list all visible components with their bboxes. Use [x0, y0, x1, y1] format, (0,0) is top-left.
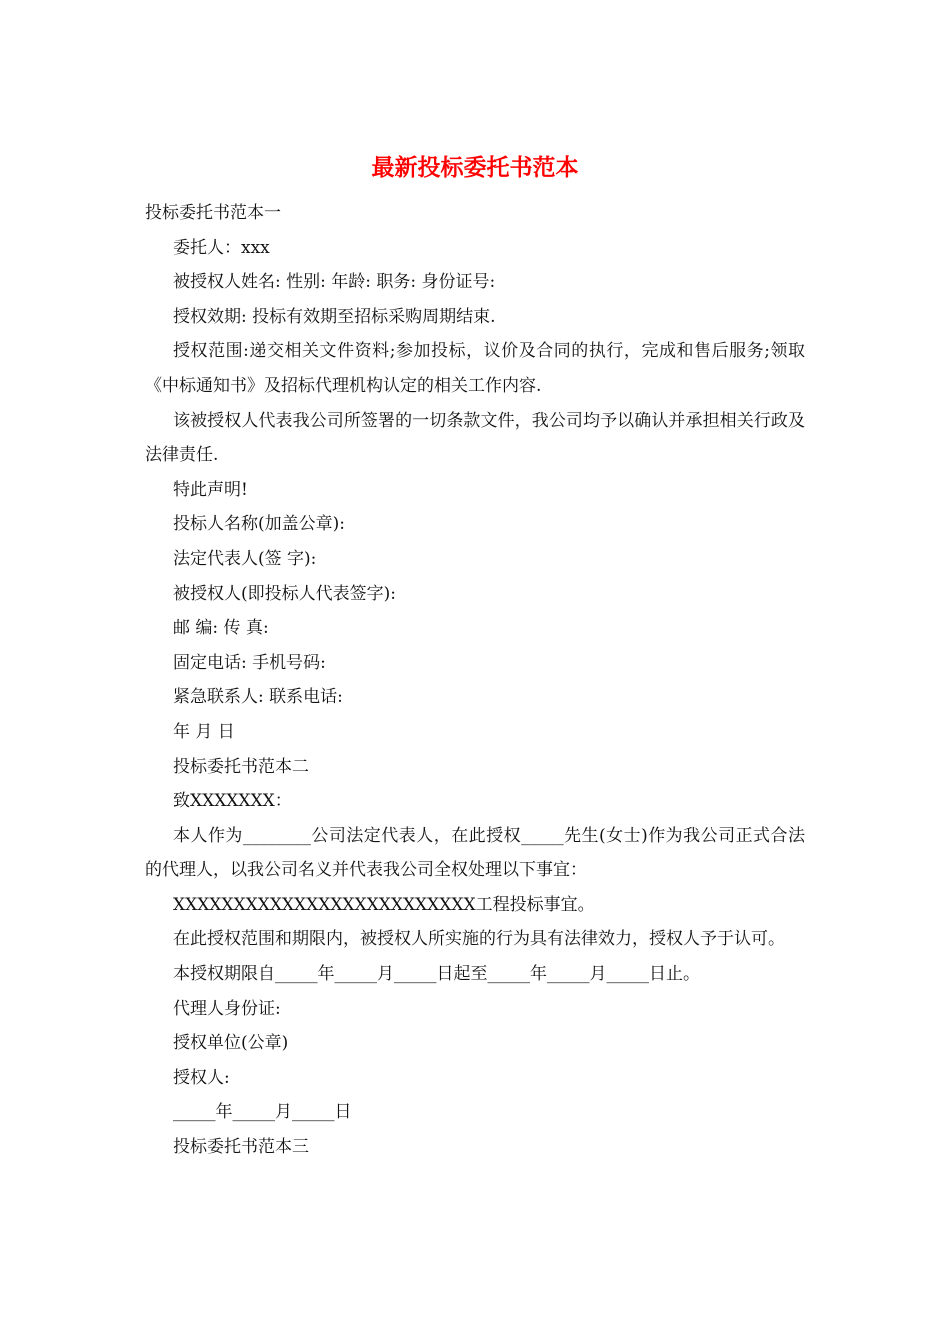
paragraph: 在此授权范围和期限内，被授权人所实施的行为具有法律效力，授权人予于认可。	[173, 929, 785, 950]
section-heading: 投标委托书范本二	[173, 756, 309, 777]
page-title: 最新投标委托书范本	[371, 154, 579, 181]
paragraph: 投标人名称(加盖公章):	[173, 514, 345, 535]
paragraph: 该被授权人代表我公司所签署的一切条款文件，我公司均予以确认并承担相关行政及法律责任.	[145, 410, 805, 466]
document-body	[145, 196, 805, 1165]
paragraph: 固定电话: 手机号码:	[173, 652, 326, 673]
paragraph: 特此声明!	[173, 479, 248, 500]
paragraph: 法定代表人(签 字):	[173, 548, 317, 569]
paragraph: 授权人:	[173, 1067, 230, 1088]
paragraph: _____年_____月_____日	[173, 1102, 352, 1123]
paragraph: 授权单位(公章)	[173, 1033, 289, 1054]
paragraph: 代理人身份证:	[173, 998, 281, 1019]
paragraph: 授权范围:递交相关文件资料;参加投标，议价及合同的执行，完成和售后服务;领取《中标通知书》及招标代理机构认定的相关工作内容.	[145, 341, 805, 396]
section-heading: 投标委托书范本一	[145, 203, 281, 223]
paragraph: XXXXXXXXXXXXXXXXXXXXXXXXX工程投标事宜。	[173, 894, 595, 915]
paragraph: 年 月 日	[173, 721, 235, 742]
paragraph: 邮 编: 传 真:	[173, 618, 269, 639]
section-heading: 投标委托书范本三	[173, 1137, 309, 1158]
paragraph: 被授权人(即投标人代表签字):	[173, 583, 396, 604]
paragraph: 致XXXXXXX：	[173, 791, 292, 812]
paragraph: 委托人：xxx	[173, 237, 270, 258]
paragraph: 本人作为________公司法定代表人，在此授权_____先生(女士)作为我公司正式合法的代理人，以我公司名义并代表我公司全权处理以下事宜：	[145, 825, 805, 881]
paragraph: 被授权人姓名: 性别: 年龄: 职务: 身份证号:	[173, 272, 496, 293]
paragraph: 紧急联系人: 联系电话:	[173, 687, 343, 708]
paragraph: 本授权期限自_____年_____月_____日起至_____年_____月_____日止。	[173, 964, 700, 985]
paragraph: 授权效期: 投标有效期至招标采购周期结束.	[173, 306, 496, 327]
